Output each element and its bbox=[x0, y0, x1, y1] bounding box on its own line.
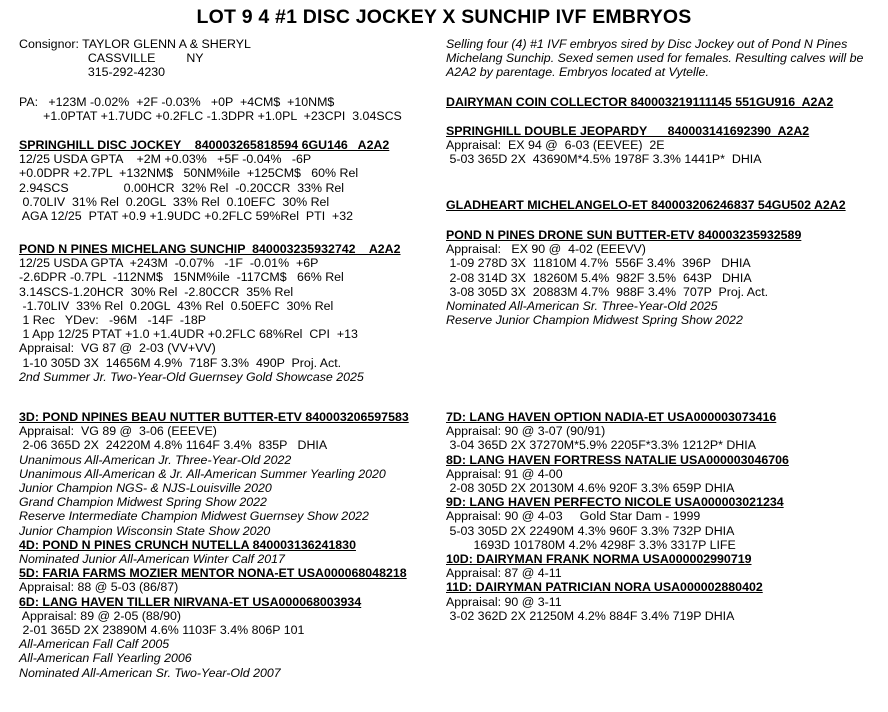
detail-line: -2.6DPR -0.7PL -112NM$ 15NM%ile -117CM$ 66% Rel bbox=[19, 270, 344, 285]
dam10-details bbox=[446, 566, 886, 580]
dam7-block bbox=[446, 410, 886, 623]
dam6-header: 6D: LANG HAVEN TILLER NIRVANA-ET USA000068003934 bbox=[19, 594, 362, 609]
honor-line: All-American Fall Calf 2005 bbox=[19, 637, 170, 652]
detail-line: Appraisal: 89 @ 2-05 (88/90) bbox=[19, 608, 182, 623]
honor-line: 2nd Summer Jr. Two-Year-Old Guernsey Gold Showcase 2025 bbox=[19, 369, 364, 384]
honor-line: Junior Champion NGS- & NJS-Louisville 2020 bbox=[19, 481, 272, 496]
sire-of-sire-header: DAIRYMAN COIN COLLECTOR 840003219111145 551GU916 A2A2 bbox=[446, 95, 834, 109]
honor-line: Nominated All-American Sr. Two-Year-Old 2007 bbox=[19, 665, 281, 680]
lot-title: LOT 9 4 #1 DISC JOCKEY X SUNCHIP IVF EMBRYOS bbox=[196, 6, 692, 28]
dam6-honors bbox=[19, 637, 444, 680]
detail-line: 1 Rec YDev: -96M -14F -18P bbox=[19, 313, 207, 328]
dam-honors bbox=[19, 370, 444, 384]
dam4-header: 4D: POND N PINES CRUNCH NUTELLA 840003136241830 bbox=[19, 537, 356, 552]
detail-line: Appraisal: 90 @ 4-03 Gold Star Dam - 1999 bbox=[446, 509, 701, 524]
detail-line: 2.94SCS 0.00HCR 32% Rel -0.20CCR 33% Rel bbox=[19, 180, 345, 195]
detail-line: +1.0PTAT +1.7UDC +0.2FLC -1.3DPR +1.0PL +23CPI 3.04SCS bbox=[19, 109, 402, 124]
sire-dam-header: SPRINGHILL DOUBLE JEOPARDY 840003141692390 A2A2 bbox=[446, 124, 810, 138]
detail-line: 3.14SCS-1.20HCR 30% Rel -2.80CCR 35% Rel bbox=[19, 284, 294, 299]
consignor-block bbox=[19, 37, 444, 80]
detail-line: 12/25 USDA GPTA +2M +0.03% +5F -0.04% -6P bbox=[19, 152, 312, 167]
dam5-details bbox=[19, 580, 444, 594]
sire-block bbox=[19, 138, 444, 223]
detail-line: 5-03 305D 2X 22490M 4.3% 960F 3.3% 732P DHIA bbox=[446, 523, 735, 538]
dam9-header: 9D: LANG HAVEN PERFECTO NICOLE USA000003021234 bbox=[446, 495, 784, 510]
dam4-honors bbox=[19, 552, 444, 566]
honor-line: Junior Champion Wisconsin State Show 2020 bbox=[19, 523, 271, 538]
dam-details bbox=[19, 256, 444, 370]
dam3-block bbox=[19, 410, 444, 680]
detail-line: Appraisal: 90 @ 3-11 bbox=[446, 594, 562, 609]
detail-line: 1-09 278D 3X 11810M 4.7% 556F 3.4% 396P DHIA bbox=[446, 256, 751, 271]
detail-line: Appraisal: VG 87 @ 2-03 (VV+VV) bbox=[19, 341, 216, 356]
detail-line: 1693D 101780M 4.2% 4298F 3.3% 3317P LIFE bbox=[446, 537, 736, 552]
dam7-header: 7D: LANG HAVEN OPTION NADIA-ET USA000003073416 bbox=[446, 410, 777, 424]
dam7-details bbox=[446, 424, 886, 452]
detail-line: Appraisal: 87 @ 4-11 bbox=[446, 566, 562, 581]
honor-line: Grand Champion Midwest Spring Show 2022 bbox=[19, 495, 267, 510]
sire-dam-details bbox=[446, 138, 886, 166]
dam10-header: 10D: DAIRYMAN FRANK NORMA USA000002990719 bbox=[446, 552, 752, 567]
detail-line: 3-08 305D 3X 20883M 4.7% 988F 3.4% 707P Proj. Act. bbox=[446, 284, 769, 299]
detail-line: 2-06 365D 2X 24220M 4.8% 1164F 3.4% 835P DHIA bbox=[19, 438, 328, 453]
honor-line: Unanimous All-American Jr. Three-Year-Old 2022 bbox=[19, 452, 292, 467]
detail-line: AGA 12/25 PTAT +0.9 +1.9UDC +0.2FLC 59%Rel PTI +32 bbox=[19, 209, 354, 224]
detail-line: Appraisal: EX 90 @ 4-02 (EEEVV) bbox=[446, 242, 646, 257]
pa-block bbox=[19, 95, 444, 123]
dam3-details bbox=[19, 424, 444, 452]
detail-line: Appraisal: VG 89 @ 3-06 (EEEVE) bbox=[19, 424, 217, 439]
grand-dam-honors bbox=[446, 299, 886, 327]
grand-dam-details bbox=[446, 242, 886, 299]
dam8-details bbox=[446, 467, 886, 495]
detail-line: Consignor: TAYLOR GLENN A & SHERYL bbox=[19, 37, 251, 51]
dam8-header: 8D: LANG HAVEN FORTRESS NATALIE USA000003046706 bbox=[446, 452, 789, 467]
sire-details bbox=[19, 152, 444, 223]
detail-line: 1 App 12/25 PTAT +1.0 +1.4UDR +0.2FLC 68%Rel CPI +13 bbox=[19, 327, 358, 342]
detail-line: -1.70LIV 33% Rel 0.20GL 43% Rel 0.50EFC 30% Rel bbox=[19, 298, 334, 313]
sire-of-dam-header: GLADHEART MICHELANGELO-ET 840003206246837 54GU502 A2A2 bbox=[446, 198, 846, 212]
dam3-honors bbox=[19, 453, 444, 538]
grand-dam-block bbox=[446, 228, 886, 327]
sire-of-dam-block bbox=[446, 198, 886, 212]
detail-line: PA: +123M -0.02% +2F -0.03% +0P +4CM$ +10NM$ bbox=[19, 95, 335, 109]
detail-line: 1-10 305D 3X 14656M 4.9% 718F 3.3% 490P Proj. Act. bbox=[19, 355, 342, 370]
detail-line: 3-04 365D 2X 37270M*5.9% 2205F*3.3% 1212P* DHIA bbox=[446, 438, 756, 453]
detail-line: 315-292-4230 bbox=[19, 65, 166, 80]
honor-line: Unanimous All-American & Jr. All-American Summer Yearling 2020 bbox=[19, 466, 386, 481]
sire-header: SPRINGHILL DISC JOCKEY 840003265818594 6GU146 A2A2 bbox=[19, 138, 390, 152]
detail-line: 2-08 314D 3X 18260M 5.4% 982F 3.5% 643P DHIA bbox=[446, 270, 752, 285]
dam-header: POND N PINES MICHELANG SUNCHIP 840003235932742 A2A2 bbox=[19, 242, 401, 256]
dam-block bbox=[19, 242, 444, 384]
detail-line: 12/25 USDA GPTA +243M -0.07% -1F -0.01% +6P bbox=[19, 256, 319, 271]
detail-line: Appraisal: 91 @ 4-00 bbox=[446, 466, 563, 481]
dam3-header: 3D: POND NPINES BEAU NUTTER BUTTER-ETV 840003206597583 bbox=[19, 410, 409, 424]
detail-line: CASSVILLE NY bbox=[19, 51, 204, 66]
detail-line: Appraisal: 88 @ 5-03 (86/87) bbox=[19, 580, 179, 595]
honor-line: Nominated All-American Sr. Three-Year-Old 2025 bbox=[446, 299, 718, 314]
detail-line: 5-03 365D 2X 43690M*4.5% 1978F 3.3% 1441P* DHIA bbox=[446, 152, 762, 167]
honor-line: All-American Fall Yearling 2006 bbox=[19, 651, 192, 666]
detail-line: 2-08 305D 2X 20130M 4.6% 920F 3.3% 659P DHIA bbox=[446, 481, 735, 496]
detail-line: +0.0DPR +2.7PL +132NM$ 50NM%ile +125CM$ 60% Rel bbox=[19, 166, 359, 181]
dam11-details bbox=[446, 595, 886, 623]
grand-dam-header: POND N PINES DRONE SUN BUTTER-ETV 840003235932589 bbox=[446, 228, 802, 242]
detail-line: Appraisal: EX 94 @ 6-03 (EEVEE) 2E bbox=[446, 138, 665, 153]
dam9-details bbox=[446, 509, 886, 552]
description-text: Selling four (4) #1 IVF embryos sired by Disc Jockey out of Pond N Pines Michelang Sunchip. Sexed semen used for females. Resulting calves will be A2A2 by parentage. Embryos located at Vytelle. bbox=[446, 37, 864, 80]
detail-line: 2-01 365D 2X 23890M 4.6% 1103F 3.4% 806P 101 bbox=[19, 623, 305, 638]
detail-line: Appraisal: 90 @ 3-07 (90/91) bbox=[446, 424, 606, 439]
detail-line: 3-02 362D 2X 21250M 4.2% 884F 3.4% 719P DHIA bbox=[446, 608, 735, 623]
sire-of-sire-block bbox=[446, 95, 886, 109]
detail-line: 0.70LIV 31% Rel 0.20GL 33% Rel 0.10EFC 30% Rel bbox=[19, 194, 330, 209]
dam5-header: 5D: FARIA FARMS MOZIER MENTOR NONA-ET USA000068048218 bbox=[19, 566, 407, 581]
dam11-header: 11D: DAIRYMAN PATRICIAN NORA USA000002880402 bbox=[446, 580, 763, 595]
lot-description bbox=[446, 37, 886, 80]
honor-line: Reserve Junior Champion Midwest Spring Show 2022 bbox=[446, 313, 743, 328]
dam6-details bbox=[19, 609, 444, 637]
sire-dam-block bbox=[446, 124, 886, 167]
honor-line: Nominated Junior All-American Winter Calf 2017 bbox=[19, 552, 285, 567]
honor-line: Reserve Intermediate Champion Midwest Guernsey Show 2022 bbox=[19, 509, 369, 524]
